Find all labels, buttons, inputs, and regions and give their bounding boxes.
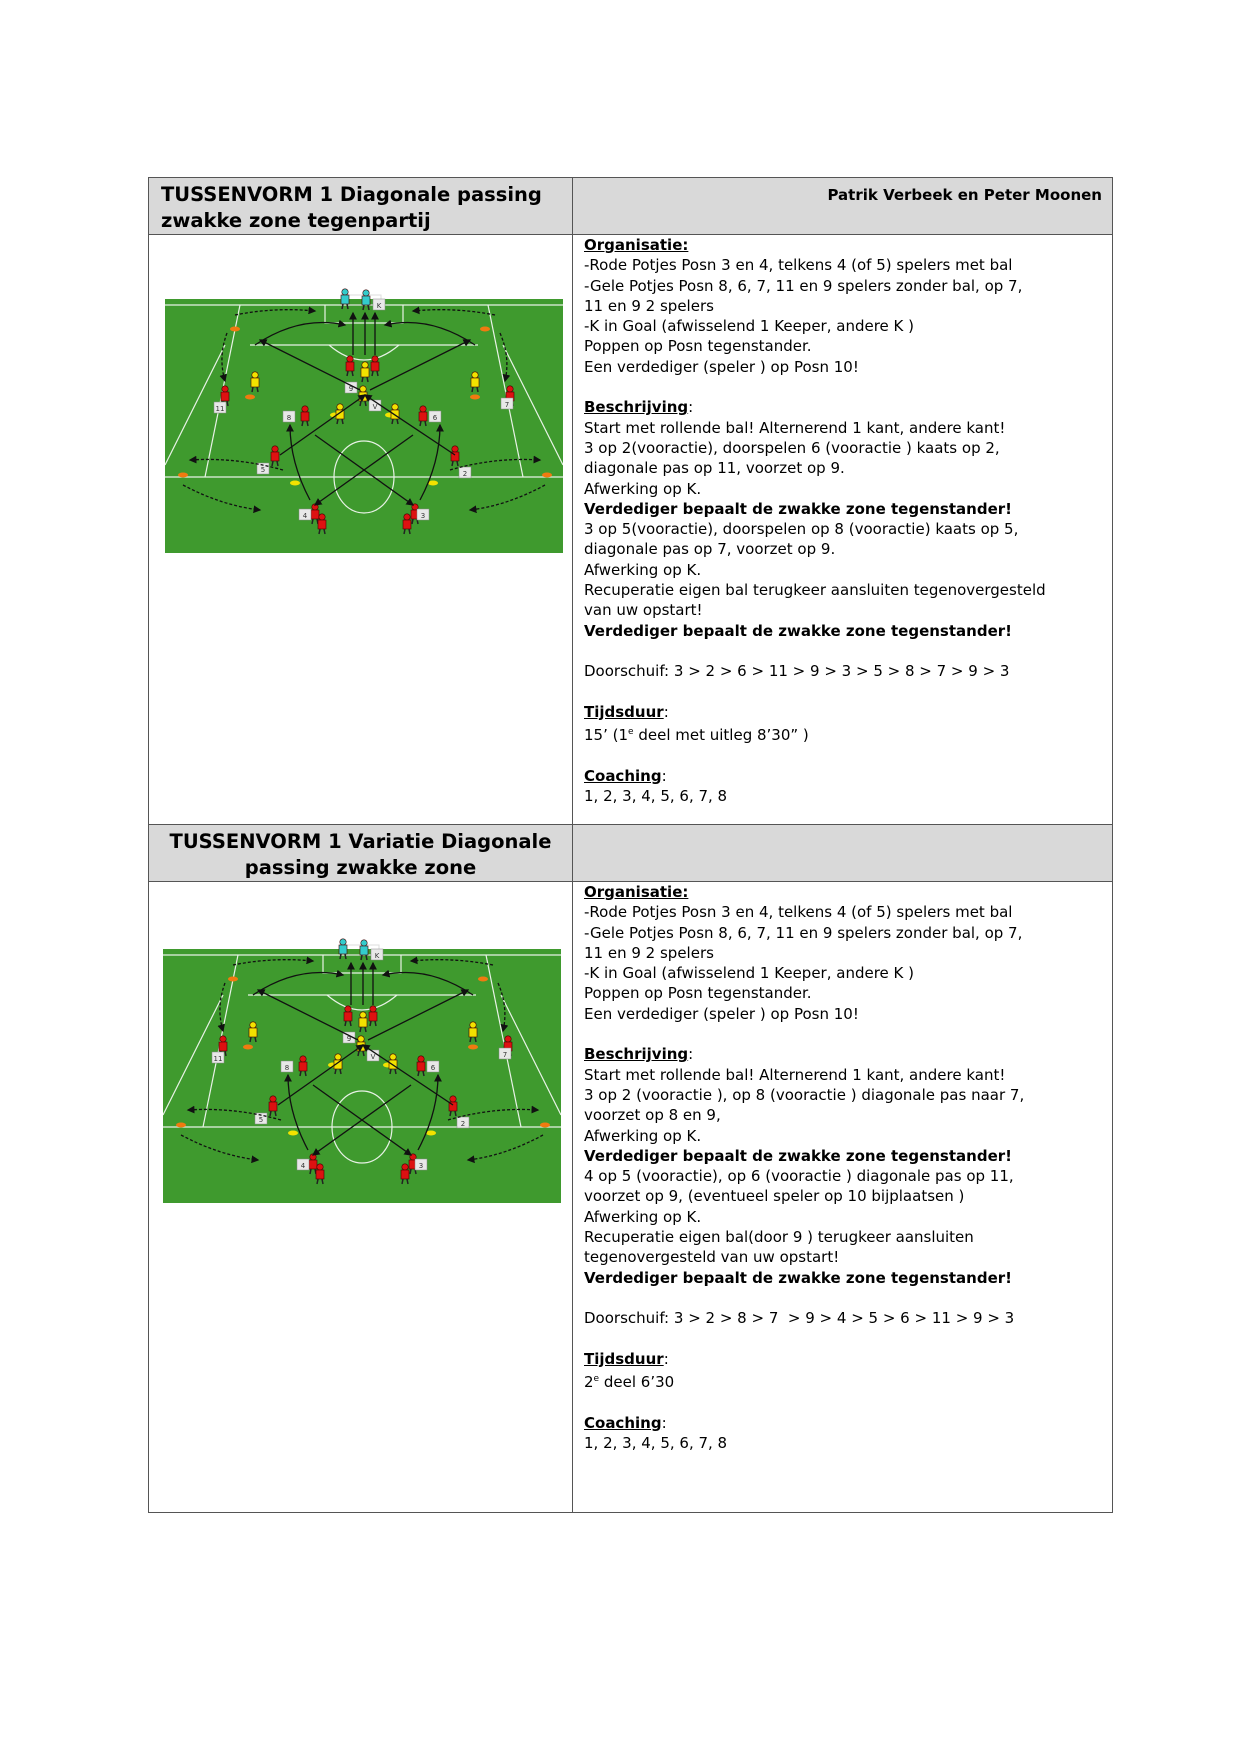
coaching-value: 1, 2, 3, 4, 5, 6, 7, 8 <box>584 1434 728 1453</box>
doorschuif: Doorschuif: 3 > 2 > 6 > 11 > 9 > 3 > 5 > 8 > 7 > 9 > 3 <box>584 662 1010 681</box>
player-leg <box>370 1021 371 1026</box>
player-head <box>370 1006 376 1012</box>
pitch-grass <box>163 949 561 1203</box>
player-head <box>450 1096 456 1102</box>
player-body <box>219 1042 227 1051</box>
player-body <box>344 1012 352 1021</box>
player-body <box>362 296 370 305</box>
exercise-1-description-cell <box>573 235 1113 825</box>
player-leg <box>363 305 364 310</box>
player-head <box>390 1054 396 1060</box>
player-leg <box>450 1111 451 1116</box>
player-head <box>360 386 366 392</box>
player-head <box>360 1012 366 1018</box>
player-head <box>402 1164 408 1170</box>
player-head <box>470 1022 476 1028</box>
player-leg <box>272 461 273 466</box>
beschrijving-line: voorzet op 9, (eventueel speler op 10 bijplaatsen ) <box>584 1187 965 1206</box>
cone-marker <box>245 395 255 400</box>
player-leg <box>404 529 405 534</box>
beschrijving-heading: Beschrijving <box>584 398 689 417</box>
cone-marker <box>468 1045 478 1050</box>
player-leg <box>377 371 378 376</box>
player-leg <box>275 1111 276 1116</box>
exercise-2-description: Organisatie: -Rode Potjes Posn 3 en 4, telkens 4 (of 5) spelers met bal -Gele Potjes Posn 8, 6, 7, 11 en 9 spelers zonder bal, op 7, 11 en 9 2 spelers -K in Goal (afwisselend 1 Keeper, andere K ) Poppen op Posn tegenstander. Een verdediger (speler ) op Posn 10! Beschrijving: Start met rollende bal! Alternerend 1 kant, andere kant! 3 op 2 (vooractie ), op 8 (vooractie ) diagonale pas naar 7, voorzet op 8 en 9, Afwerking op K. Verdediger bepaalt de zwakke zone tegenstander! 4 op 5 (vooractie), op 6 (vooractie ) diagonale pas op 11, voorzet op 9, (eventueel speler op 10 bijplaatsen ) Afwerking op K. Recuperatie eigen bal(door 9 ) terugkeer aansluiten tegenovergesteld van uw opstart! Verdediger bepaalt de zwakke zone tegenstander! Doorschuif: 3 > 2 > 8 > 7 > 9 > 4 > 5 > 6 > 11 > 9 > 3 Tijdsduur: 2e deel 6’30 Coaching: 1, 2, 3, 4, 5, 6, 7, 8 <box>573 882 1112 1459</box>
player-leg <box>470 1037 471 1042</box>
player-body <box>371 362 379 371</box>
player-leg <box>350 1021 351 1026</box>
exercise-2-description-cell <box>573 882 1113 1513</box>
player-body <box>339 945 347 954</box>
organisatie-line: -Rode Potjes Posn 3 en 4, telkens 4 (of 5) spelers met bal <box>584 256 1013 275</box>
beschrijving-line: Start met rollende bal! Alternerend 1 kant, andere kant! <box>584 418 1006 437</box>
player-head <box>372 356 378 362</box>
exercise-1-diagram-cell <box>149 235 573 825</box>
organisatie-line: -K in Goal (afwisselend 1 Keeper, andere K ) <box>584 317 914 336</box>
player-head <box>392 404 398 410</box>
exercise-table <box>148 177 1113 1513</box>
player-head <box>337 404 343 410</box>
player-leg <box>307 421 308 426</box>
player-leg <box>250 1037 251 1042</box>
player-leg <box>347 371 348 376</box>
cone-marker <box>243 1045 253 1050</box>
player-head <box>272 446 278 452</box>
tijdsduur-value: 15’ (1e deel met uitleg 8’30” ) <box>584 726 809 745</box>
cone-marker <box>176 1123 186 1128</box>
beschrijving-line: Afwerking op K. <box>584 1207 702 1226</box>
organisatie-line: -Gele Potjes Posn 8, 6, 7, 11 en 9 spelers zonder bal, op 7, <box>584 276 1023 295</box>
player-body <box>346 362 354 371</box>
player-leg <box>335 1069 336 1074</box>
player-head <box>418 1056 424 1062</box>
beschrijving-list <box>584 1065 1104 1288</box>
player-leg <box>340 1069 341 1074</box>
organisatie-list <box>584 902 1104 1024</box>
player-leg <box>225 1051 226 1056</box>
position-label: 11 <box>213 1055 223 1063</box>
cone-marker <box>230 327 240 332</box>
player-body <box>361 368 369 377</box>
cone-marker <box>288 1131 298 1136</box>
player-leg <box>452 461 453 466</box>
beschrijving-line: Afwerking op K. <box>584 1126 702 1145</box>
beschrijving-line: Recuperatie eigen bal terugkeer aansluiten tegenovergesteld <box>584 581 1046 600</box>
beschrijving-line: Verdediger bepaalt de zwakke zone tegenstander! <box>584 499 1012 518</box>
position-label: 4 <box>302 512 308 520</box>
player-head <box>345 1006 351 1012</box>
position-label: 2 <box>460 1120 466 1128</box>
player-leg <box>342 419 343 424</box>
player-leg <box>312 519 313 524</box>
tijdsduur-heading: Tijdsduur <box>584 1349 664 1368</box>
beschrijving-line: Afwerking op K. <box>584 560 702 579</box>
player-body <box>251 378 259 387</box>
exercise-2-empty-header <box>573 825 1113 882</box>
player-leg <box>477 387 478 392</box>
player-leg <box>392 419 393 424</box>
authors: Patrik Verbeek en Peter Moonen <box>827 186 1102 204</box>
doorschuif: Doorschuif: 3 > 2 > 8 > 7 > 9 > 4 > 5 > 6 > 11 > 9 > 3 <box>584 1309 1015 1328</box>
player-body <box>419 412 427 421</box>
player-leg <box>337 419 338 424</box>
position-label: 11 <box>215 405 225 413</box>
position-label: 5 <box>258 1116 264 1124</box>
player-body <box>401 1170 409 1179</box>
player-head <box>404 514 410 520</box>
cone-marker <box>228 977 238 982</box>
player-head <box>362 362 368 368</box>
player-body <box>417 1062 425 1071</box>
cone-marker <box>178 473 188 478</box>
player-leg <box>402 1179 403 1184</box>
player-leg <box>277 461 278 466</box>
player-body <box>271 452 279 461</box>
position-label: 8 <box>286 414 292 422</box>
player-leg <box>302 421 303 426</box>
player-leg <box>360 401 361 406</box>
beschrijving-line: diagonale pas op 11, voorzet op 9. <box>584 459 845 478</box>
player-leg <box>420 421 421 426</box>
tijdsduur-value: 2e deel 6’30 <box>584 1373 675 1392</box>
player-leg <box>347 304 348 309</box>
cone-marker <box>540 1123 550 1128</box>
position-label: 5 <box>260 466 266 474</box>
player-leg <box>375 1021 376 1026</box>
organisatie-heading: Organisatie: <box>584 236 689 254</box>
player-leg <box>363 1051 364 1056</box>
player-leg <box>407 1179 408 1184</box>
player-leg <box>342 304 343 309</box>
player-leg <box>412 519 413 524</box>
player-body <box>221 392 229 401</box>
player-leg <box>252 387 253 392</box>
player-body <box>360 946 368 955</box>
player-leg <box>395 1069 396 1074</box>
organisatie-line: Poppen op Posn tegenstander. <box>584 984 812 1003</box>
player-leg <box>360 1027 361 1032</box>
player-head <box>472 372 478 378</box>
organisatie-line: Poppen op Posn tegenstander. <box>584 337 812 356</box>
cone-marker <box>426 1131 436 1136</box>
player-body <box>469 1028 477 1037</box>
cone-marker <box>542 473 552 478</box>
player-leg <box>368 305 369 310</box>
cone-marker <box>290 481 300 486</box>
beschrijving-list <box>584 418 1104 641</box>
organisatie-line: Een verdediger (speler ) op Posn 10! <box>584 357 859 376</box>
document-sheet <box>148 177 1112 1513</box>
beschrijving-line: Verdediger bepaalt de zwakke zone tegenstander! <box>584 1268 1012 1287</box>
cone-marker <box>428 481 438 486</box>
beschrijving-line: Start met rollende bal! Alternerend 1 kant, andere kant! <box>584 1065 1006 1084</box>
position-label: 9 <box>348 385 354 393</box>
player-head <box>358 1036 364 1042</box>
exercise-2-pitch-diagram <box>163 935 561 1203</box>
player-head <box>222 386 228 392</box>
organisatie-heading: Organisatie: <box>584 883 689 901</box>
player-head <box>252 372 258 378</box>
player-body <box>249 1028 257 1037</box>
player-head <box>505 1036 511 1042</box>
position-label: V <box>370 1053 376 1061</box>
player-leg <box>358 1051 359 1056</box>
beschrijving-heading: Beschrijving <box>584 1045 689 1064</box>
player-leg <box>324 529 325 534</box>
player-leg <box>423 1071 424 1076</box>
position-label: 2 <box>462 470 468 478</box>
coaching-heading: Coaching <box>584 1413 662 1432</box>
beschrijving-line: Recuperatie eigen bal(door 9 ) terugkeer aansluiten <box>584 1228 974 1247</box>
player-leg <box>362 377 363 382</box>
player-leg <box>409 529 410 534</box>
beschrijving-line: 3 op 5(vooractie), doorspelen op 8 (vooractie) kaats op 5, <box>584 520 1019 539</box>
player-leg <box>340 954 341 959</box>
beschrijving-line: 4 op 5 (vooractie), op 6 (vooractie ) diagonale pas op 11, <box>584 1167 1014 1186</box>
cone-marker <box>478 977 488 982</box>
player-body <box>359 1018 367 1027</box>
player-head <box>220 1036 226 1042</box>
player-head <box>335 1054 341 1060</box>
position-label: 6 <box>430 1064 436 1072</box>
player-body <box>309 1160 317 1169</box>
exercise-1-title-cell <box>149 178 573 235</box>
beschrijving-line: van uw opstart! <box>584 601 703 620</box>
player-leg <box>361 955 362 960</box>
position-label: 7 <box>502 1051 508 1059</box>
organisatie-line: Een verdediger (speler ) op Posn 10! <box>584 1004 859 1023</box>
player-body <box>311 510 319 519</box>
player-body <box>341 295 349 304</box>
player-leg <box>457 461 458 466</box>
player-head <box>270 1096 276 1102</box>
player-body <box>301 412 309 421</box>
position-label: V <box>372 403 378 411</box>
player-leg <box>365 1027 366 1032</box>
player-leg <box>475 1037 476 1042</box>
organisatie-line: -K in Goal (afwisselend 1 Keeper, andere K ) <box>584 964 914 983</box>
exercise-2-diagram-cell <box>149 882 573 1513</box>
organisatie-list <box>584 255 1104 377</box>
player-head <box>347 356 353 362</box>
player-body <box>269 1102 277 1111</box>
player-head <box>507 386 513 392</box>
position-label: 7 <box>504 401 510 409</box>
exercise-1-description: Organisatie: -Rode Potjes Posn 3 en 4, telkens 4 (of 5) spelers met bal -Gele Potjes Posn 8, 6, 7, 11 en 9 spelers zonder bal, op 7, 11 en 9 2 spelers -K in Goal (afwisselend 1 Keeper, andere K ) Poppen op Posn tegenstander. Een verdediger (speler ) op Posn 10! Beschrijving: Start met rollende bal! Alternerend 1 kant, andere kant! 3 op 2(vooractie), doorspelen 6 (vooractie ) kaats op 2, diagonale pas op 11, voorzet op 9. Afwerking op K. Verdediger bepaalt de zwakke zone tegenstander! 3 op 5(vooractie), doorspelen op 8 (vooractie) kaats op 5, diagonale pas op 7, voorzet op 9. Afwerking op K. Recuperatie eigen bal terugkeer aansluiten tegenovergesteld van uw opstart! Verdediger bepaalt de zwakke zone tegenstander! Doorschuif: 3 > 2 > 6 > 11 > 9 > 3 > 5 > 8 > 7 > 9 > 3 Tijdsduur: 15’ (1e deel met uitleg 8’30” ) Coaching: 1, 2, 3, 4, 5, 6, 7, 8 <box>573 235 1112 812</box>
player-leg <box>319 529 320 534</box>
beschrijving-line: Verdediger bepaalt de zwakke zone tegenstander! <box>584 1146 1012 1165</box>
pitch-grass <box>165 299 563 553</box>
player-leg <box>390 1069 391 1074</box>
player-leg <box>345 954 346 959</box>
beschrijving-line: 3 op 2 (vooractie ), op 8 (vooractie ) diagonale pas naar 7, <box>584 1085 1025 1104</box>
beschrijving-line: Verdediger bepaalt de zwakke zone tegenstander! <box>584 621 1012 640</box>
beschrijving-line: 3 op 2(vooractie), doorspelen 6 (vooractie ) kaats op 2, <box>584 438 1000 457</box>
coaching-heading: Coaching <box>584 766 662 785</box>
player-head <box>452 446 458 452</box>
position-label: 6 <box>432 414 438 422</box>
player-leg <box>418 1071 419 1076</box>
player-leg <box>305 1071 306 1076</box>
player-head <box>317 1164 323 1170</box>
player-leg <box>300 1071 301 1076</box>
player-body <box>318 520 326 529</box>
player-leg <box>397 419 398 424</box>
organisatie-line: -Rode Potjes Posn 3 en 4, telkens 4 (of 5) spelers met bal <box>584 903 1013 922</box>
beschrijving-line: tegenovergesteld van uw opstart! <box>584 1248 840 1267</box>
player-leg <box>255 1037 256 1042</box>
coaching-value: 1, 2, 3, 4, 5, 6, 7, 8 <box>584 787 728 806</box>
position-label: 4 <box>300 1162 306 1170</box>
position-label: K <box>374 952 380 960</box>
exercise-2-title-cell <box>149 825 573 882</box>
position-label: K <box>376 302 382 310</box>
player-leg <box>257 387 258 392</box>
player-head <box>363 290 369 296</box>
player-leg <box>365 401 366 406</box>
player-leg <box>270 1111 271 1116</box>
player-leg <box>345 1021 346 1026</box>
player-head <box>250 1022 256 1028</box>
organisatie-line: 11 en 9 2 spelers <box>584 943 714 962</box>
player-head <box>319 514 325 520</box>
authors-cell <box>573 178 1113 235</box>
position-label: 8 <box>284 1064 290 1072</box>
player-head <box>302 406 308 412</box>
position-label: 3 <box>418 1162 424 1170</box>
cone-marker <box>470 395 480 400</box>
player-leg <box>472 387 473 392</box>
player-leg <box>352 371 353 376</box>
player-leg <box>227 401 228 406</box>
organisatie-line: 11 en 9 2 spelers <box>584 296 714 315</box>
position-label: 9 <box>346 1035 352 1043</box>
player-body <box>316 1170 324 1179</box>
player-leg <box>455 1111 456 1116</box>
cone-marker <box>480 327 490 332</box>
player-leg <box>425 421 426 426</box>
player-leg <box>322 1179 323 1184</box>
beschrijving-line: Afwerking op K. <box>584 479 702 498</box>
exercise-2-title: TUSSENVORM 1 Variatie Diagonale passing zwakke zone <box>169 830 552 879</box>
player-leg <box>366 955 367 960</box>
player-body <box>471 378 479 387</box>
position-label: 3 <box>420 512 426 520</box>
player-head <box>420 406 426 412</box>
player-head <box>340 939 346 945</box>
player-leg <box>367 377 368 382</box>
beschrijving-line: diagonale pas op 7, voorzet op 9. <box>584 540 836 559</box>
tijdsduur-heading: Tijdsduur <box>584 702 664 721</box>
exercise-1-title: TUSSENVORM 1 Diagonale passing zwakke zone tegenpartij <box>161 183 542 232</box>
player-leg <box>317 1179 318 1184</box>
player-leg <box>310 1169 311 1174</box>
player-head <box>342 289 348 295</box>
player-leg <box>410 1169 411 1174</box>
exercise-1-pitch-diagram <box>165 285 563 553</box>
organisatie-line: -Gele Potjes Posn 8, 6, 7, 11 en 9 spelers zonder bal, op 7, <box>584 923 1023 942</box>
player-body <box>369 1012 377 1021</box>
player-body <box>299 1062 307 1071</box>
player-leg <box>372 371 373 376</box>
player-body <box>403 520 411 529</box>
player-head <box>361 940 367 946</box>
beschrijving-line: voorzet op 8 en 9, <box>584 1106 721 1125</box>
player-head <box>300 1056 306 1062</box>
